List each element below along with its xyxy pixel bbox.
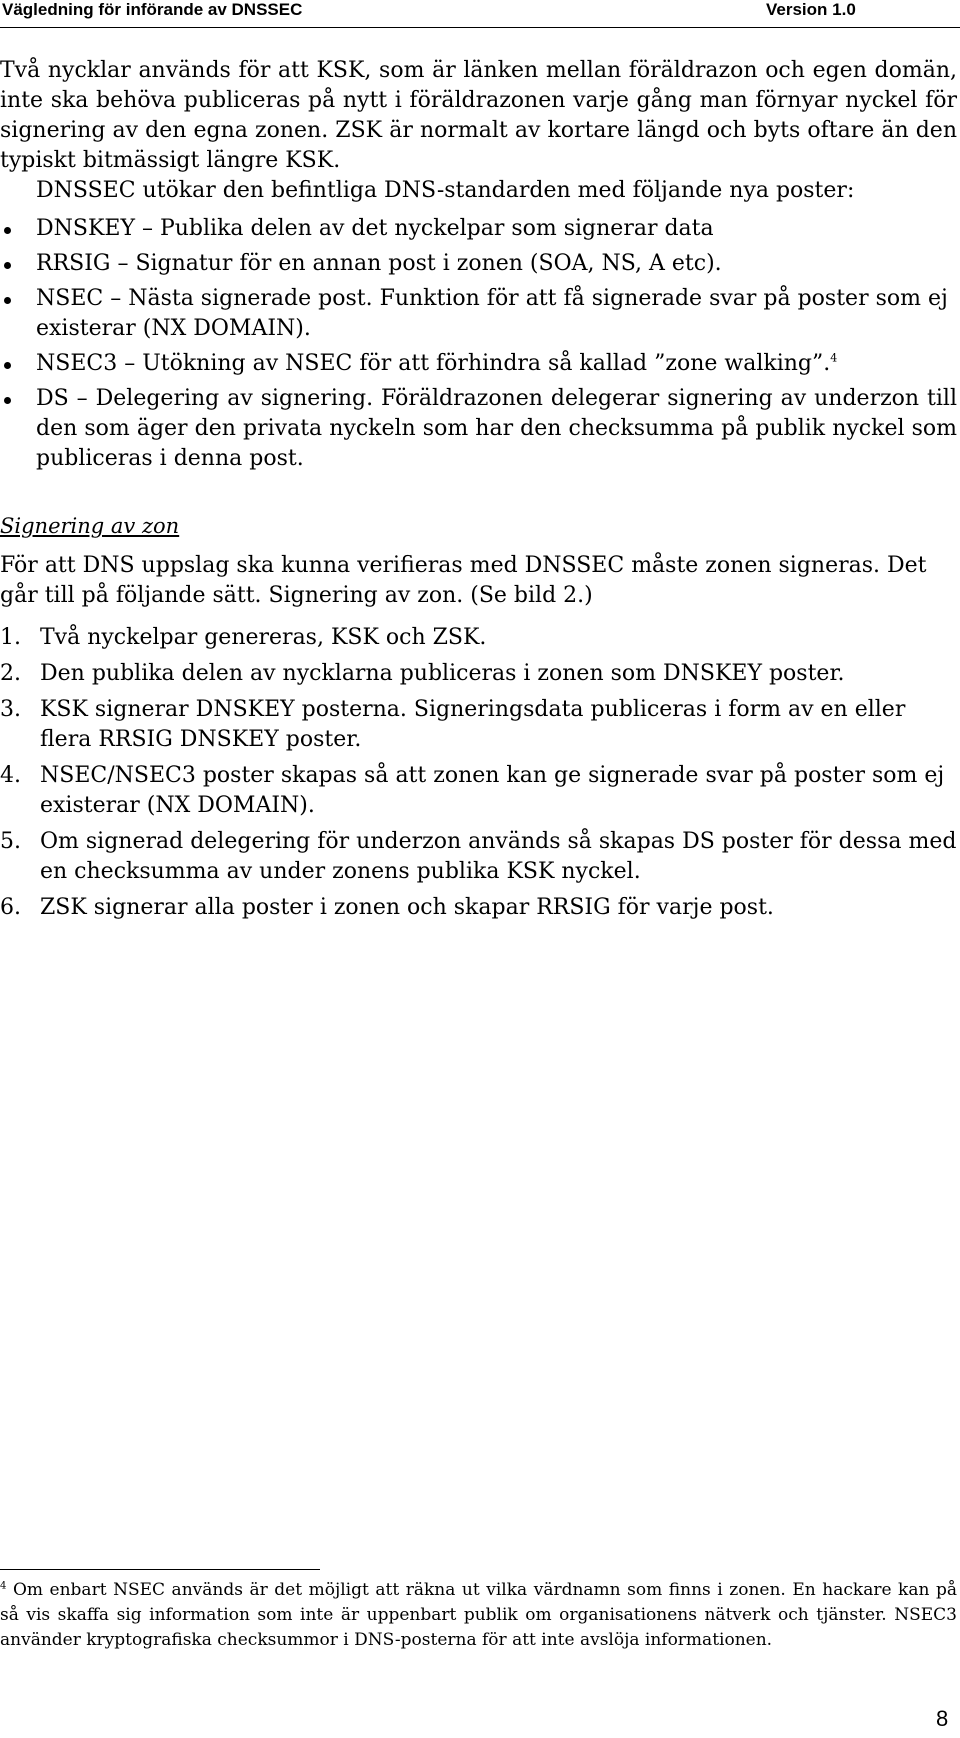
intro-paragraph: Två nycklar används för att KSK, som är länken mellan föräldrazon och egen domän, inte ska behöva publiceras på nytt i föräldrazonen varje gång man förnyar nyckel för signering av den egna zonen. ZSK är normalt av kortare längd och byts oftare än den typiskt bitmässigt längre KSK. (0, 58, 957, 173)
record-text: RRSIG – Signatur för en annan post i zonen (SOA, NS, A etc). (36, 251, 722, 276)
bullet-icon (4, 362, 11, 369)
list-item (0, 827, 957, 887)
bullet-icon (4, 397, 11, 404)
list-item (0, 384, 957, 474)
record-list (0, 214, 957, 474)
page-number: 8 (936, 1706, 949, 1731)
footnote-divider (0, 1569, 320, 1570)
records-intro: DNSSEC utökar den befintliga DNS-standarden med följande nya poster: (36, 178, 855, 203)
record-text: NSEC3 – Utökning av NSEC för att förhindra så kallad ”zone walking”. (36, 351, 831, 376)
footnote-text: Om enbart NSEC används är det möjligt att räkna ut vilka värdnamn som finns i zonen. En hackare kan på så vis skaffa sig information som inte är uppenbart publik om organisationens nätverk och tjänster. NSEC3 använder kryptografiska checksummor i DNS-posterna för att inte avslöja informationen. (0, 1580, 958, 1650)
list-item (0, 893, 957, 923)
list-item (0, 659, 957, 689)
step-number: 5. (0, 829, 21, 854)
step-text: KSK signerar DNSKEY posterna. Signeringsdata publiceras i form av en eller flera RRSIG DNSKEY poster. (40, 697, 906, 752)
step-number: 2. (0, 661, 21, 686)
step-number: 6. (0, 895, 21, 920)
bullet-icon (4, 227, 11, 234)
bullet-icon (4, 262, 11, 269)
list-item (0, 695, 957, 755)
record-text: DNSKEY – Publika delen av det nyckelpar som signerar data (36, 216, 714, 241)
list-item (0, 284, 957, 344)
bullet-icon (4, 297, 11, 304)
step-number: 4. (0, 763, 21, 788)
document-version: Version 1.0 (766, 0, 856, 19)
step-text: Om signerad delegering för underzon används så skapas DS poster för dessa med en checksumma av under zonens publika KSK nyckel. (40, 829, 957, 884)
signing-steps (0, 623, 957, 923)
page-content (0, 56, 957, 929)
step-text: Den publika delen av nycklarna publiceras i zonen som DNSKEY poster. (40, 661, 845, 686)
step-text: ZSK signerar alla poster i zonen och skapar RRSIG för varje post. (40, 895, 774, 920)
list-item (0, 623, 957, 653)
page-header (0, 0, 960, 36)
step-text: NSEC/NSEC3 poster skapas så att zonen kan ge signerade svar på poster som ej existerar (NX DOMAIN). (40, 763, 945, 818)
list-item (0, 249, 957, 279)
footnote-reference[interactable]: 4 (830, 351, 838, 365)
footnote (0, 1578, 957, 1653)
section-heading: Signering av zon (0, 514, 180, 538)
footnote-marker: 4 (0, 1580, 7, 1592)
document-title: Vägledning för införande av DNSSEC (2, 0, 303, 19)
step-text: Två nyckelpar genereras, KSK och ZSK. (40, 625, 487, 650)
header-divider (0, 27, 960, 28)
step-number: 1. (0, 625, 21, 650)
record-text: DS – Delegering av signering. Föräldrazonen delegerar signering av underzon till den som äger den privata nyckeln som har den checksumma på publik nyckel som publiceras i denna post. (36, 386, 957, 471)
record-text: NSEC – Nästa signerade post. Funktion för att få signerade svar på poster som ej existerar (NX DOMAIN). (36, 286, 948, 341)
section-intro: För att DNS uppslag ska kunna verifieras med DNSSEC måste zonen signeras. Det går till på följande sätt. Signering av zon. (Se bild 2.) (0, 553, 927, 608)
list-item (0, 349, 957, 379)
step-number: 3. (0, 697, 21, 722)
list-item (0, 214, 957, 244)
list-item (0, 761, 957, 821)
